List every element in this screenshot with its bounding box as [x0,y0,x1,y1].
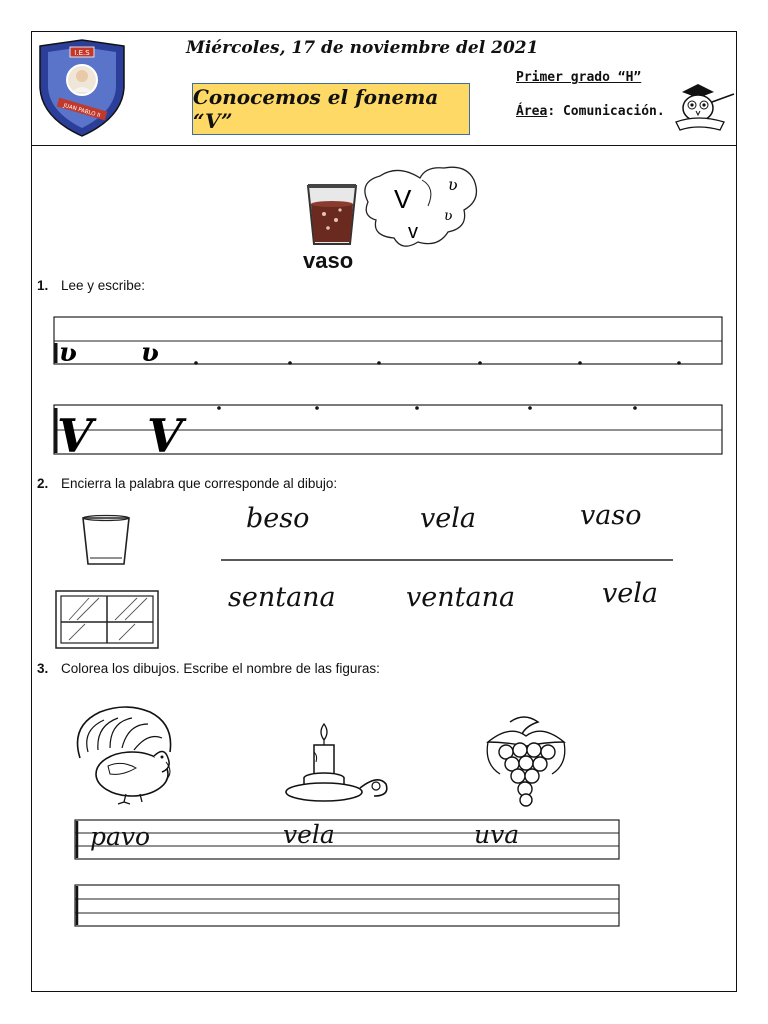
area-label [516,104,665,119]
uppercase-v-model-2: V [147,409,183,463]
school-logo [34,38,130,138]
section-2-text: Encierra la palabra que corresponde al dibujo: [61,476,338,491]
example-word: vaso [303,248,354,273]
writing-lines-1 [53,316,725,366]
writing-lines-3 [74,819,622,861]
letter-cloud [358,162,482,252]
section-1-text: Lee y escribe: [61,278,146,293]
logo-text: JUAN PABLO II [62,102,101,120]
option-word-beso[interactable]: beso [246,503,310,534]
writing-lines-4 [74,884,622,928]
grade-label: Primer grado “H” [516,70,642,85]
option-word-vela[interactable]: vela [420,503,476,534]
letter-upper: V [394,184,412,214]
turkey-icon [70,702,182,806]
header-divider [31,145,737,146]
section-1-number: 1. [37,278,49,293]
answer-word-pavo: pavo [90,822,151,851]
section-3-number: 3. [37,661,49,676]
svg-text:ʋ: ʋ [448,175,458,194]
letter-lower: v [408,221,418,243]
svg-text:ʋ: ʋ [444,208,453,224]
section-2-number: 2. [37,476,49,491]
owl-teacher-icon [672,78,736,134]
section-2-instruction [37,476,337,491]
empty-glass-icon [80,514,132,568]
grapes-icon [480,712,570,808]
glass-icon [304,180,360,248]
exercise-2-divider [221,558,673,562]
lowercase-v-model-2: ʋ [141,338,160,368]
window-icon [55,590,160,650]
answer-word-uva: uva [474,820,520,849]
worksheet-date: Miércoles, 17 de noviembre del 2021 [186,38,539,58]
lowercase-v-model-1: ʋ [59,338,78,368]
option-word-ventana[interactable]: ventana [406,582,516,613]
option-word-vela-2[interactable]: vela [602,578,658,609]
worksheet-title: Conocemos el fonema “V” [192,83,470,135]
area-label-key: Área [516,104,548,119]
section-3-text: Colorea los dibujos. Escribe el nombre de las figuras: [61,661,380,676]
uppercase-v-model-1: V [57,409,93,463]
logo-banner: I.E.S [74,49,90,57]
option-word-sentana[interactable]: sentana [228,582,336,613]
answer-word-vela: vela [283,820,335,849]
candle-icon [282,718,390,808]
section-3-instruction [37,661,380,676]
section-1-instruction [37,278,145,293]
area-label-value: : Comunicación. [547,104,665,119]
writing-lines-2 [53,404,725,463]
option-word-vaso[interactable]: vaso [580,500,642,531]
